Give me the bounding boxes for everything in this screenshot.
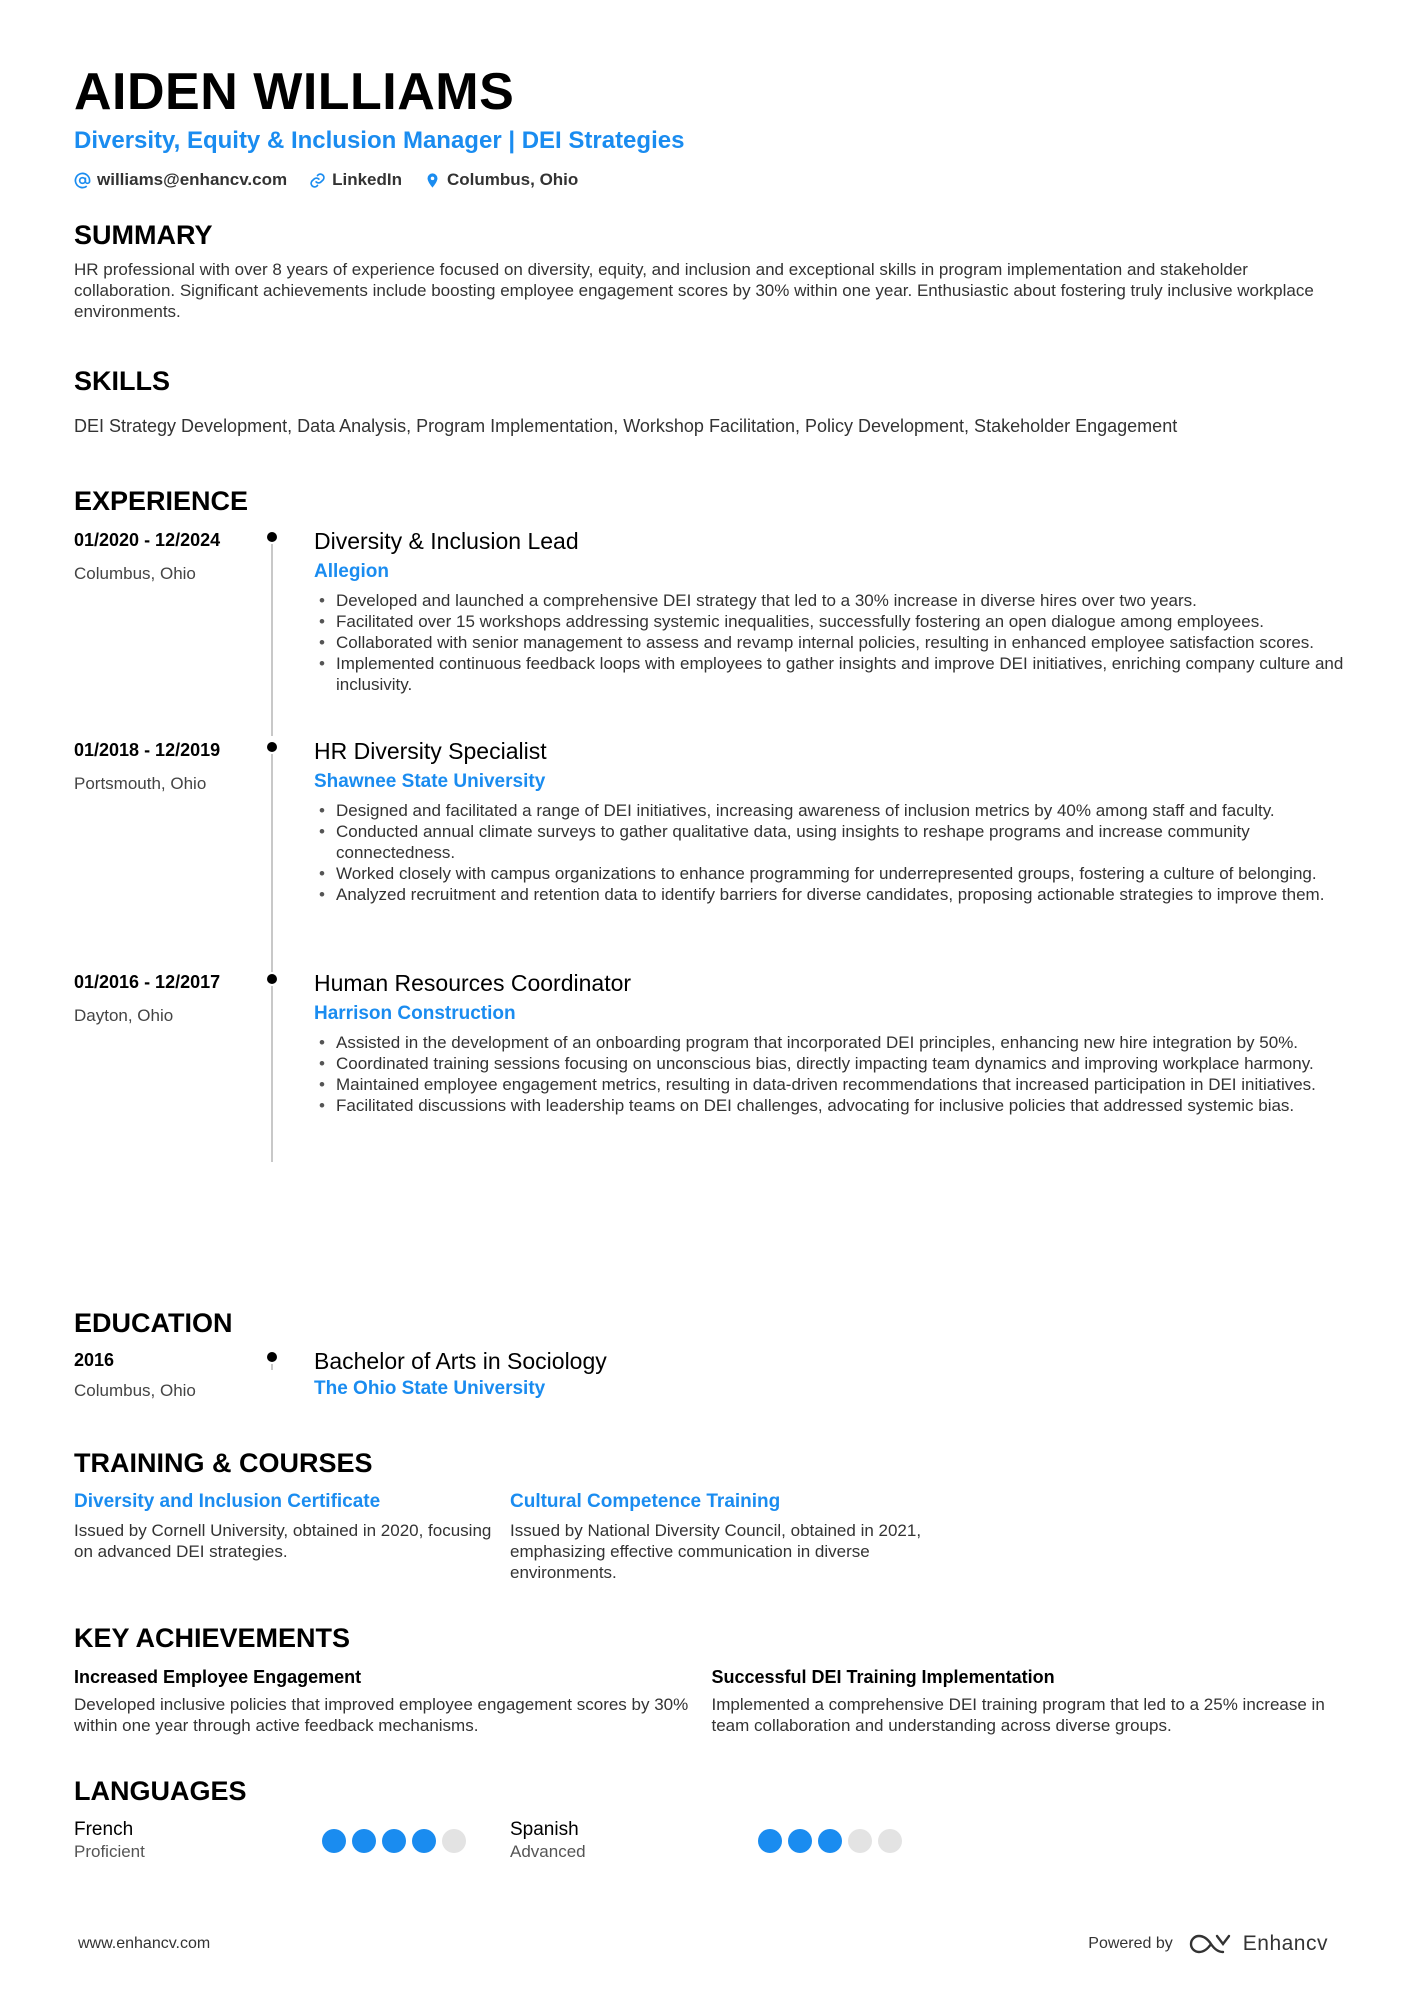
achievement-title: Increased Employee Engagement xyxy=(74,1667,362,1687)
timeline-line xyxy=(271,1364,273,1370)
language-rating xyxy=(322,1829,466,1853)
bullet-item: • Designed and facilitated a range of DEI initiatives, increasing awareness of inclusion metrics by 40% among staff and faculty. xyxy=(314,800,1349,821)
contact-list xyxy=(74,170,1349,190)
achievements-title: KEY ACHIEVEMENTS xyxy=(74,1623,351,1653)
contact-location xyxy=(424,170,578,190)
bullet-item: • Conducted annual climate surveys to gather qualitative data, using insights to reshape programs and increase community connectedness. xyxy=(314,821,1349,863)
training-item-title: Cultural Competence Training xyxy=(510,1491,781,1512)
language-item xyxy=(74,1819,510,1862)
experience-date: 01/2018 - 12/2019 xyxy=(74,740,221,760)
language-rating xyxy=(758,1829,902,1853)
experience-location: Portsmouth, Ohio xyxy=(74,774,207,793)
timeline-line xyxy=(271,986,273,1162)
skills-text: DEI Strategy Development, Data Analysis, Program Implementation, Workshop Facilitation, Policy Development, Stakeholder Engagement xyxy=(74,416,1178,436)
resume-page xyxy=(74,62,1349,1861)
bullet-item: • Analyzed recruitment and retention data to identify barriers for diverse candidates, proposing actionable strategies to improve them. xyxy=(314,884,1349,905)
contact-linkedin[interactable] xyxy=(309,170,402,190)
language-level: Advanced xyxy=(510,1842,586,1861)
experience-location: Dayton, Ohio xyxy=(74,1006,174,1025)
rating-dot-filled xyxy=(352,1829,376,1853)
bullet-item: • Coordinated training sessions focusing on unconscious bias, directly impacting team dynamics and improving workplace harmony. xyxy=(314,1053,1349,1074)
at-icon xyxy=(74,172,91,189)
experience-title: EXPERIENCE xyxy=(74,486,249,516)
experience-date: 01/2016 - 12/2017 xyxy=(74,972,221,992)
experience-company: Shawnee State University xyxy=(314,771,546,792)
page-footer xyxy=(78,1932,1328,1956)
rating-dot-filled xyxy=(322,1829,346,1853)
experience-bullets xyxy=(314,800,1349,905)
education-degree: Bachelor of Arts in Sociology xyxy=(314,1348,607,1374)
bullet-item: • Developed and launched a comprehensive DEI strategy that led to a 30% increase in diverse hires over two years. xyxy=(314,590,1349,611)
timeline-dot xyxy=(267,1352,277,1362)
contact-linkedin-text: LinkedIn xyxy=(332,170,403,189)
training-title: TRAINING & COURSES xyxy=(74,1448,373,1478)
education-date: 2016 xyxy=(74,1350,115,1370)
rating-dot-filled xyxy=(788,1829,812,1853)
link-icon xyxy=(309,172,326,189)
skills-section xyxy=(74,365,1349,437)
achievement-desc: Implemented a comprehensive DEI training program that led to a 25% increase in team collaboration and understanding across diverse groups. xyxy=(711,1695,1325,1735)
language-name: Spanish xyxy=(510,1819,579,1840)
rating-dot-filled xyxy=(818,1829,842,1853)
training-item xyxy=(74,1491,510,1583)
rating-dot-empty xyxy=(442,1829,466,1853)
timeline-line xyxy=(271,754,273,972)
candidate-name: AIDEN WILLIAMS xyxy=(74,63,515,121)
experience-bullets xyxy=(314,1032,1349,1116)
summary-text: HR professional with over 8 years of experience focused on diversity, equity, and inclusion and exceptional skills in program implementation and stakeholder collaboration. Significant achievements include boosting employee engagement scores by 30% within one year. Enthusiastic about fostering truly inclusive workplace environments. xyxy=(74,260,1314,321)
training-item-title: Diversity and Inclusion Certificate xyxy=(74,1491,381,1512)
training-section xyxy=(74,1447,1349,1583)
powered-by-text: Powered by xyxy=(1088,1935,1173,1952)
experience-section xyxy=(74,485,1349,1115)
candidate-headline: Diversity, Equity & Inclusion Manager | DEI Strategies xyxy=(74,127,685,154)
rating-dot-empty xyxy=(848,1829,872,1853)
bullet-item: • Implemented continuous feedback loops with employees to gather insights and improve DEI initiatives, enriching company culture and inclusivity. xyxy=(314,653,1349,695)
rating-dot-filled xyxy=(382,1829,406,1853)
achievements-section xyxy=(74,1622,1349,1736)
rating-dot-filled xyxy=(412,1829,436,1853)
language-item xyxy=(510,1819,946,1862)
languages-section xyxy=(74,1775,1349,1862)
powered-by xyxy=(1088,1932,1328,1956)
education-section xyxy=(74,1307,1349,1400)
contact-email-text: williams@enhancv.com xyxy=(97,170,288,189)
enhancv-logo-icon xyxy=(1189,1932,1235,1956)
achievement-item xyxy=(74,1667,712,1736)
language-level: Proficient xyxy=(74,1842,145,1861)
experience-bullets xyxy=(314,590,1349,695)
training-item xyxy=(510,1491,946,1583)
skills-title: SKILLS xyxy=(74,366,171,396)
experience-location: Columbus, Ohio xyxy=(74,564,196,583)
experience-company: Harrison Construction xyxy=(314,1003,516,1024)
rating-dot-filled xyxy=(758,1829,782,1853)
timeline-line xyxy=(271,544,273,736)
footer-url[interactable]: www.enhancv.com xyxy=(78,1935,211,1952)
languages-title: LANGUAGES xyxy=(74,1776,247,1806)
bullet-item: • Facilitated discussions with leadership teams on DEI challenges, advocating for inclusive policies that addressed systemic bias. xyxy=(314,1095,1349,1116)
timeline-dot xyxy=(267,742,277,752)
experience-role: Human Resources Coordinator xyxy=(314,970,632,996)
training-item-desc: Issued by Cornell University, obtained in 2020, focusing on advanced DEI strategies. xyxy=(74,1521,492,1561)
bullet-item: • Facilitated over 15 workshops addressing systemic inequalities, successfully fostering an open dialogue among employees. xyxy=(314,611,1349,632)
education-title: EDUCATION xyxy=(74,1308,233,1338)
experience-role: HR Diversity Specialist xyxy=(314,738,547,764)
contact-location-text: Columbus, Ohio xyxy=(447,170,579,189)
achievement-item xyxy=(712,1667,1350,1736)
bullet-item: • Maintained employee engagement metrics, resulting in data-driven recommendations that increased participation in DEI initiatives. xyxy=(314,1074,1349,1095)
contact-email[interactable] xyxy=(74,170,287,190)
bullet-item: • Assisted in the development of an onboarding program that incorporated DEI principles, enhancing new hire integration by 50%. xyxy=(314,1032,1349,1053)
timeline-dot xyxy=(267,532,277,542)
summary-title: SUMMARY xyxy=(74,220,213,250)
education-school: The Ohio State University xyxy=(314,1378,546,1399)
experience-company: Allegion xyxy=(314,561,389,582)
education-location: Columbus, Ohio xyxy=(74,1381,196,1400)
experience-date: 01/2020 - 12/2024 xyxy=(74,530,221,550)
bullet-item: • Collaborated with senior management to assess and revamp internal policies, resulting in enhanced employee satisfaction scores. xyxy=(314,632,1349,653)
language-name: French xyxy=(74,1819,134,1840)
training-item-desc: Issued by National Diversity Council, obtained in 2021, emphasizing effective communication in diverse environments. xyxy=(510,1521,922,1582)
enhancv-brand[interactable] xyxy=(1189,1932,1328,1956)
achievement-desc: Developed inclusive policies that improved employee engagement scores by 30% within one year through active feedback mechanisms. xyxy=(74,1695,689,1735)
rating-dot-empty xyxy=(878,1829,902,1853)
timeline-dot xyxy=(267,974,277,984)
experience-role: Diversity & Inclusion Lead xyxy=(314,528,579,554)
location-pin-icon xyxy=(424,172,441,189)
summary-section xyxy=(74,219,1349,322)
achievement-title: Successful DEI Training Implementation xyxy=(711,1667,1055,1687)
bullet-item: • Worked closely with campus organizations to enhance programming for underrepresented groups, fostering a culture of belonging. xyxy=(314,863,1349,884)
brand-name: Enhancv xyxy=(1242,1932,1328,1955)
